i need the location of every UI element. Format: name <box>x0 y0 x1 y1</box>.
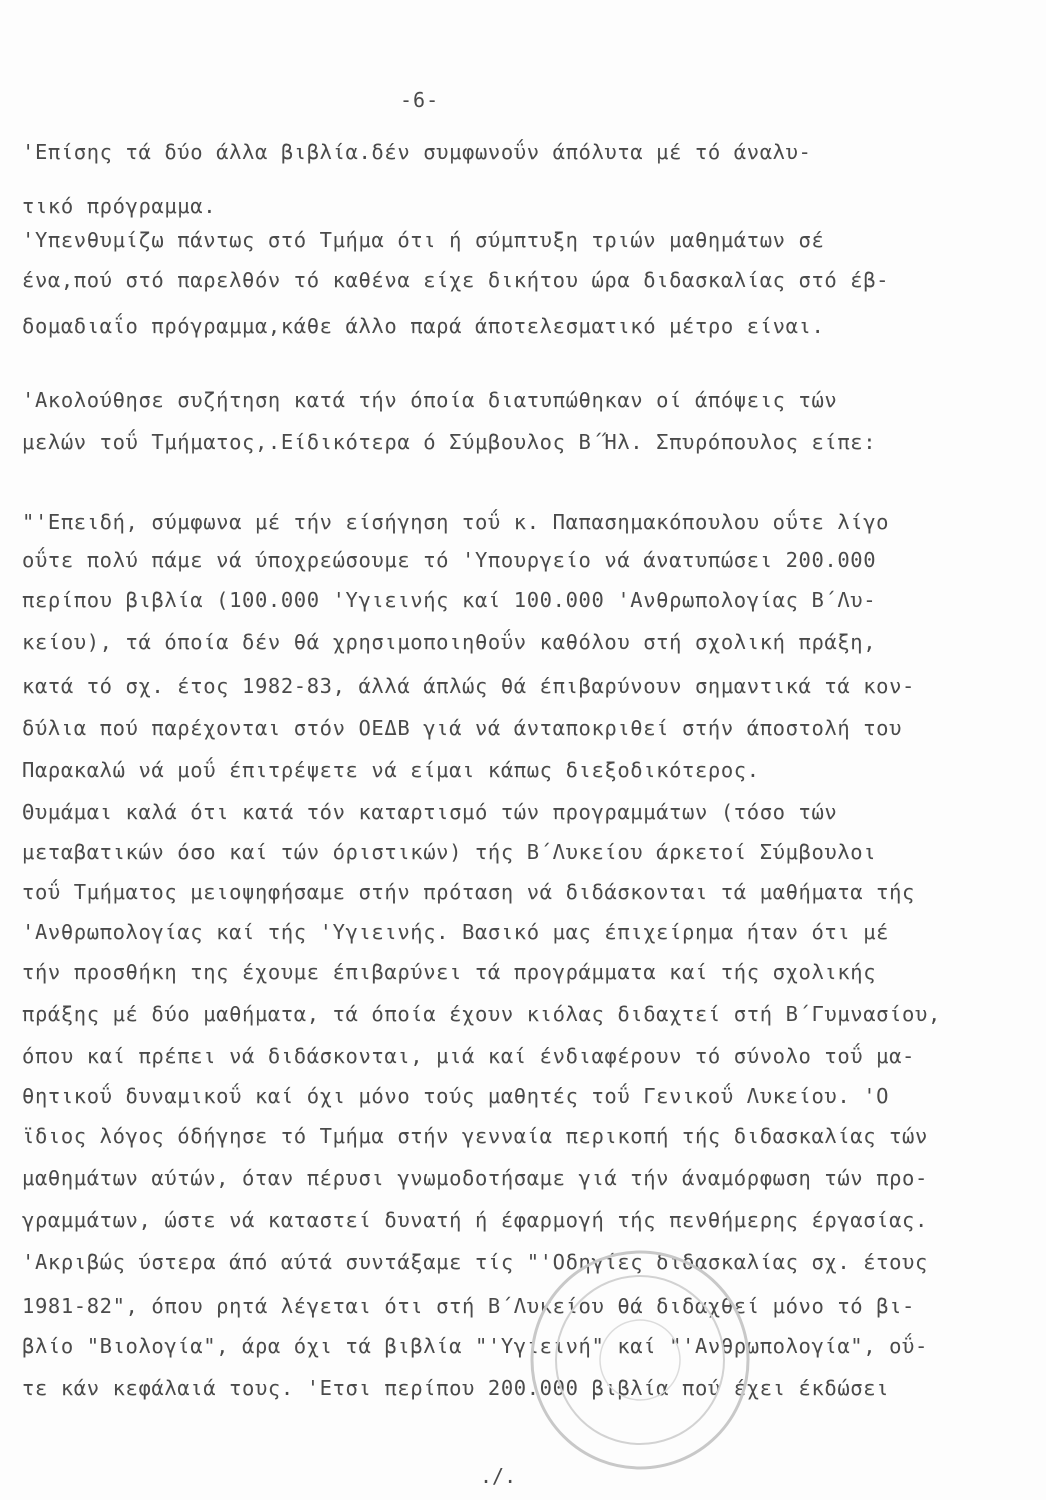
text-line: μελών τοΰ Τμήματος,.Είδικότερα ό Σύμβουλος Β΄Ήλ. Σπυρόπουλος είπε: <box>22 430 877 454</box>
text-line: δύλια πού παρέχονται στόν ΟΕΔΒ γιά νά άνταποκριθεί στήν άποστολή του <box>22 716 903 740</box>
text-line: τοΰ Τμήματος μειοψηφήσαμε στήν πρόταση νά διδάσκονται τά μαθήματα τής <box>22 880 916 904</box>
official-stamp <box>520 1240 760 1480</box>
text-line: περίπου βιβλία (100.000 'Υγιεινής καί 100.000 'Ανθρωπολογίας Β΄Λυ- <box>22 588 877 612</box>
text-line: 'Ακολούθησε συζήτηση κατά τήν όποία διατυπώθηκαν οί άπόψεις τών <box>22 388 838 412</box>
text-line: Παρακαλώ νά μοΰ έπιτρέψετε νά είμαι κάπως διεξοδικότερος. <box>22 758 760 782</box>
text-line: 'Ακριβώς ύστερα άπό αύτά συντάξαμε τίς "'Οδηγίες διδασκαλίας σχ. έτους <box>22 1250 928 1274</box>
text-line: βλίο "Βιολογία", άρα όχι τά βιβλία "'Υγιεινή" καί "'Ανθρωπολογία", οΰ- <box>22 1334 928 1358</box>
text-line: 'Ανθρωπολογίας καί τής 'Υγιεινής. Βασικό μας έπιχείρημα ήταν ότι μέ <box>22 920 890 944</box>
text-line: 'Υπενθυμίζω πάντως στό Τμήμα ότι ή σύμπτυξη τριών μαθημάτων σέ <box>22 228 825 252</box>
text-line: κείου), τά όποία δέν θά χρησιμοποιηθοΰν καθόλου στή σχολική πράξη, <box>22 630 877 654</box>
text-line: "'Επειδή, σύμφωνα μέ τήν είσήγηση τοΰ κ. Παπασημακόπουλου οΰτε λίγο <box>22 510 890 534</box>
text-line: οΰτε πολύ πάμε νά ύποχρεώσουμε τό 'Υπουργείο νά άνατυπώσει 200.000 <box>22 548 877 572</box>
continuation-mark: ./. <box>480 1464 517 1488</box>
text-line: τήν προσθήκη της έχουμε έπιβαρύνει τά προγράμματα καί τής σχολικής <box>22 960 877 984</box>
text-line: ένα,πού στό παρελθόν τό καθένα είχε δικήτου ώρα διδασκαλίας στό έβ- <box>22 268 890 292</box>
text-line: τε κάν κεφάλαιά τους. 'Ετσι περίπου 200.000 βιβλία πού έχει έκδώσει <box>22 1376 890 1400</box>
text-line: ϊδιος λόγος όδήγησε τό Τμήμα στήν γενναία περικοπή τής διδασκαλίας τών <box>22 1124 928 1148</box>
text-line: μαθημάτων αύτών, όταν πέρυσι γνωμοδοτήσαμε γιά τήν άναμόρφωση τών προ- <box>22 1166 928 1190</box>
text-line: 'Επίσης τά δύο άλλα βιβλία.δέν συμφωνοΰν άπόλυτα μέ τό άναλυ- <box>22 140 812 164</box>
text-line: μεταβατικών όσο καί τών όριστικών) τής Β΄Λυκείου άρκετοί Σύμβουλοι <box>22 840 877 864</box>
page-number: -6- <box>400 88 440 112</box>
text-line: θητικοΰ δυναμικοΰ καί όχι μόνο τούς μαθητές τοΰ Γενικοΰ Λυκείου. 'Ο <box>22 1084 890 1108</box>
text-line: δομαδιαΐο πρόγραμμα,κάθε άλλο παρά άποτελεσματικό μέτρο είναι. <box>22 314 825 338</box>
text-line: Θυμάμαι καλά ότι κατά τόν καταρτισμό τών προγραμμάτων (τόσο τών <box>22 800 838 824</box>
text-line: όπου καί πρέπει νά διδάσκονται, μιά καί ένδιαφέρουν τό σύνολο τοΰ μα- <box>22 1044 916 1068</box>
text-line: γραμμάτων, ώστε νά καταστεί δυνατή ή έφαρμογή τής πενθήμερης έργασίας. <box>22 1208 928 1232</box>
text-line: 1981-82", όπου ρητά λέγεται ότι στή Β΄Λυκείου θά διδαχθεί μόνο τό βι- <box>22 1294 916 1318</box>
text-line: πράξης μέ δύο μαθήματα, τά όποία έχουν κιόλας διδαχτεί στή Β΄Γυμνασίου, <box>22 1002 941 1026</box>
text-line: κατά τό σχ. έτος 1982-83, άλλά άπλώς θά έπιβαρύνουν σημαντικά τά κον- <box>22 674 916 698</box>
text-line: τικό πρόγραμμα. <box>22 194 217 218</box>
